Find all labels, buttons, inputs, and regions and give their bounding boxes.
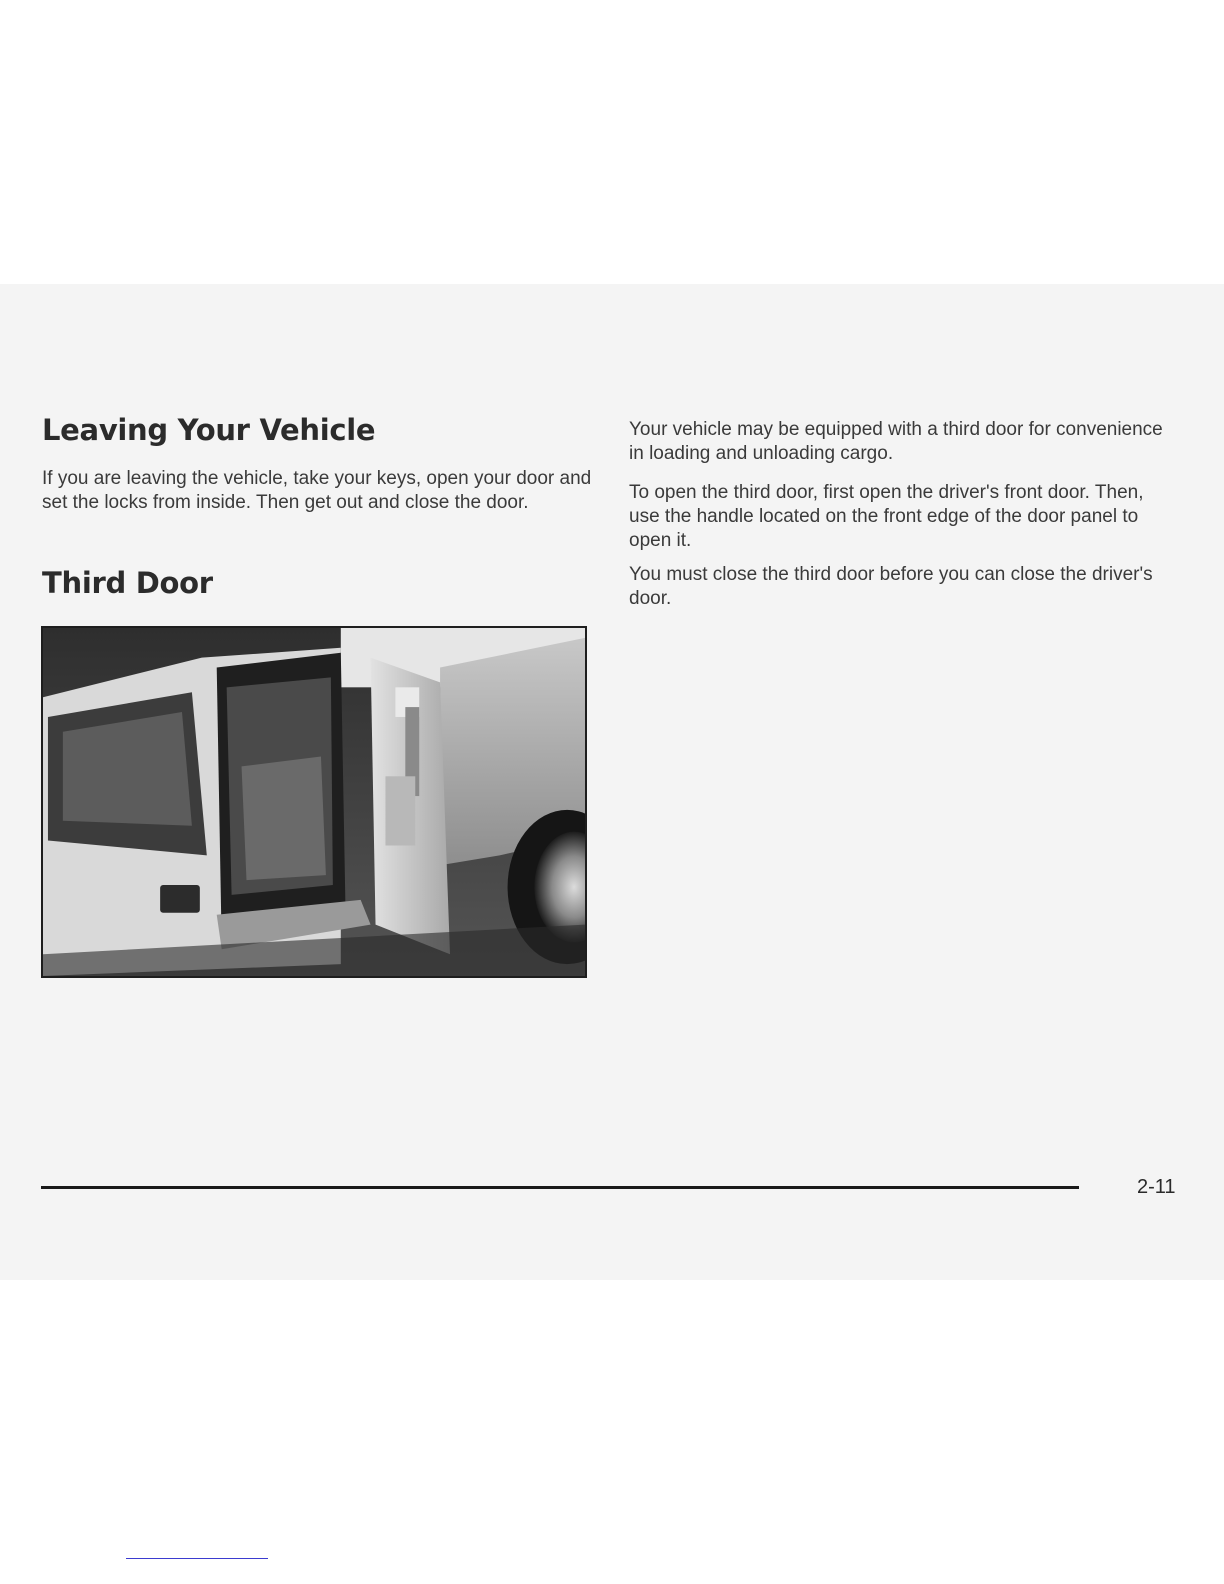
third-door-photo: [41, 626, 587, 978]
leaving-your-vehicle-heading: Leaving Your Vehicle: [42, 413, 376, 447]
third-door-heading: Third Door: [42, 566, 213, 600]
bottom-divider: [126, 1558, 268, 1559]
leaving-your-vehicle-text: If you are leaving the vehicle, take your keys, open your door and set the locks from inside. Then get out and close the door.: [42, 468, 592, 513]
third-door-photo-illustration: [43, 628, 585, 976]
footer-rule: [41, 1186, 1079, 1189]
third-door-paragraph-3: You must close the third door before you can close the driver's door.: [629, 564, 1153, 609]
third-door-paragraph-2: To open the third door, first open the driver's front door. Then, use the handle located on the front edge of the door panel to open it.: [629, 482, 1144, 551]
page-number: 2-11: [1137, 1176, 1176, 1198]
third-door-paragraph-1: Your vehicle may be equipped with a third door for convenience in loading and unloading cargo.: [629, 419, 1163, 464]
